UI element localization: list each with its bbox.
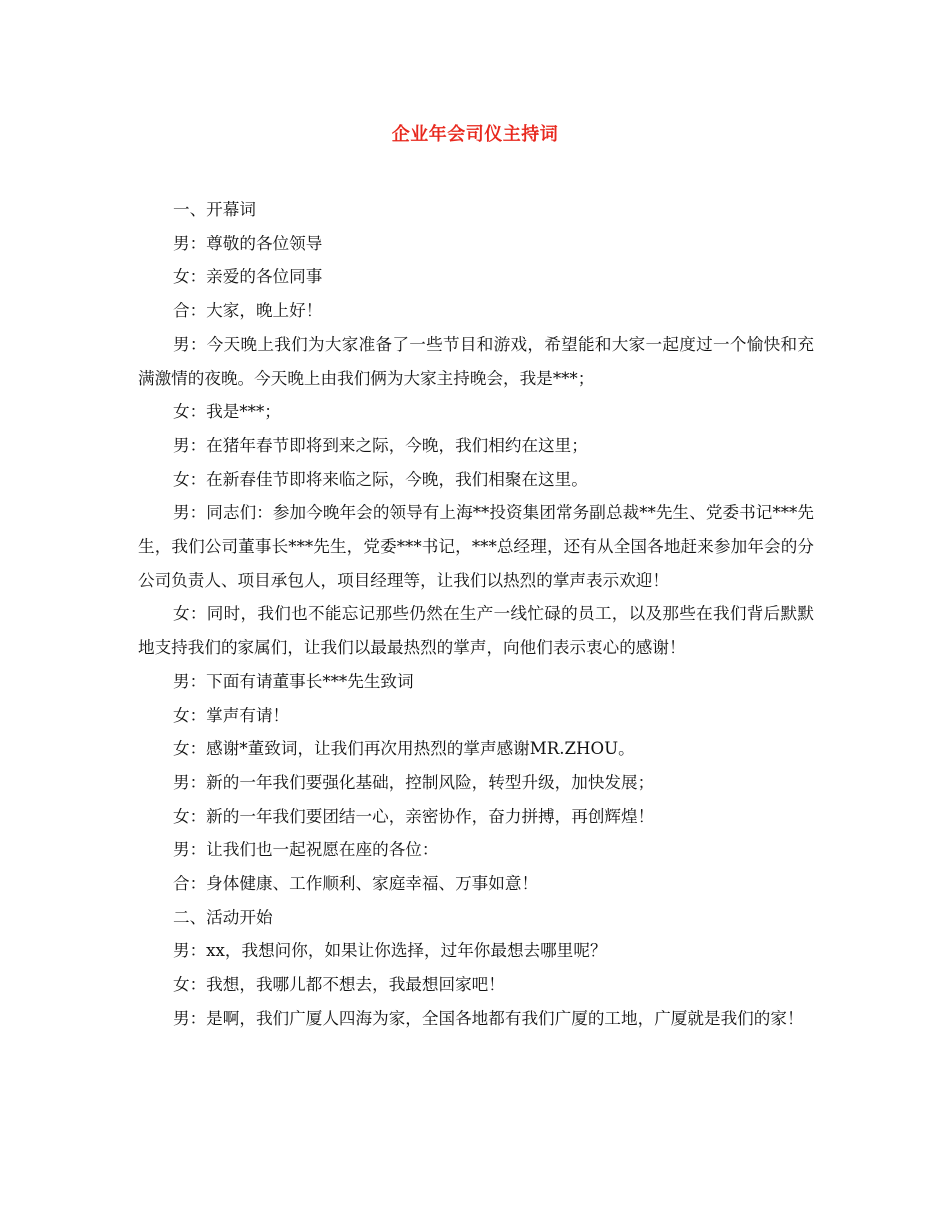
- paragraph: 女：同时，我们也不能忘记那些仍然在生产一线忙碌的员工，以及那些在我们背后默默地支持我们的家属们，让我们以最最热烈的掌声，向他们表示衷心的感谢！: [138, 604, 814, 658]
- paragraph: 男：是啊，我们广厦人四海为家，全国各地都有我们广厦的工地，广厦就是我们的家！: [173, 1008, 804, 1028]
- paragraph: 女：亲爱的各位同事: [173, 267, 323, 287]
- paragraph: 男：同志们：参加今晚年会的领导有上海**投资集团常务副总裁**先生、党委书记***先生，我们公司董事长***先生，党委***书记，***总经理，还有从全国各地赶来参加年会的分公司负责人、项目承包人，项目经理等，让我们以热烈的掌声表示欢迎！: [138, 503, 814, 590]
- paragraph: 女：新的一年我们要团结一心，亲密协作，奋力拼搏，再创辉煌！: [173, 806, 655, 826]
- paragraph: 女：我想，我哪儿都不想去，我最想回家吧！: [173, 975, 505, 995]
- document-title: 企业年会司仪主持词: [391, 124, 559, 145]
- paragraph: 合：身体健康、工作顺利、家庭幸福、万事如意！: [173, 874, 539, 894]
- paragraph: 男：在猪年春节即将到来之际，今晚，我们相约在这里；: [173, 435, 588, 455]
- paragraph: 二、活动开始: [173, 907, 273, 927]
- document-body: [138, 193, 814, 1036]
- paragraph: 女：我是***；: [173, 402, 281, 422]
- paragraph: 合：大家，晚上好！: [173, 301, 323, 321]
- paragraph: 女：在新春佳节即将来临之际，今晚，我们相聚在这里。: [173, 469, 588, 489]
- paragraph: 男：尊敬的各位领导: [173, 233, 323, 253]
- paragraph: 男：今天晚上我们为大家准备了一些节目和游戏，希望能和大家一起度过一个愉快和充满激情的夜晚。今天晚上由我们俩为大家主持晚会，我是***；: [138, 334, 814, 388]
- paragraph: 女：感谢*董致词，让我们再次用热烈的掌声感谢MR.ZHOU。: [173, 739, 635, 759]
- paragraph: 男：让我们也一起祝愿在座的各位：: [173, 840, 439, 860]
- paragraph: 女：掌声有请！: [173, 705, 290, 725]
- paragraph: 一、开幕词: [173, 200, 256, 219]
- paragraph: 男：下面有请董事长***先生致词: [173, 671, 414, 691]
- paragraph: 男：xx，我想问你，如果让你选择，过年你最想去哪里呢？: [173, 941, 607, 961]
- paragraph: 男：新的一年我们要强化基础，控制风险，转型升级，加快发展；: [173, 772, 655, 792]
